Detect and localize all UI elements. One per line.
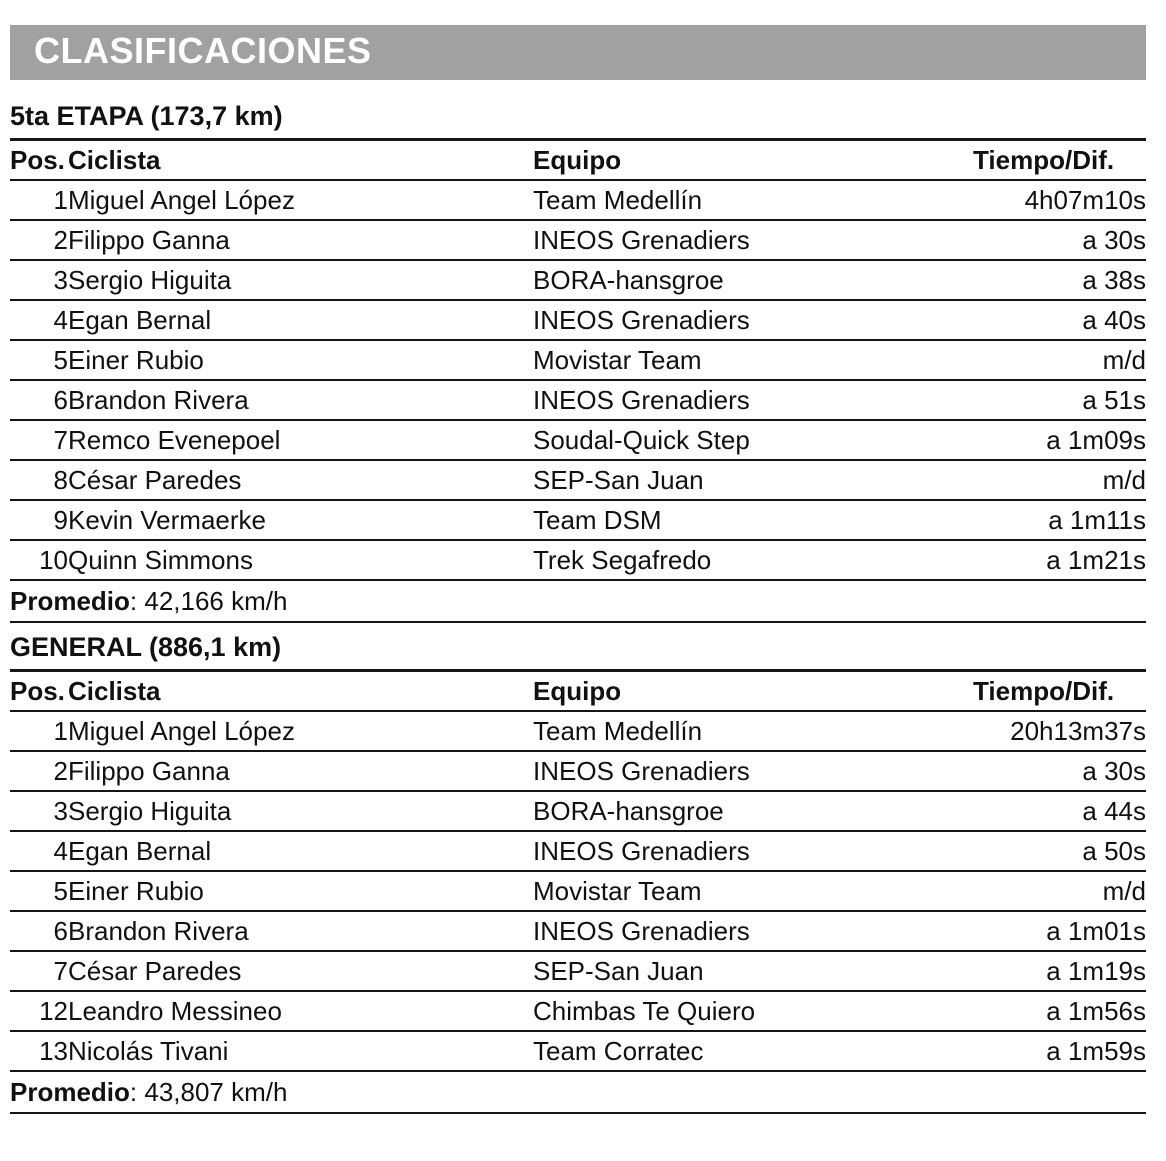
column-header-cyclist: Ciclista: [68, 672, 533, 711]
average-value: : 43,807 km/h: [129, 1077, 288, 1107]
cell-time: a 1m56s: [973, 991, 1146, 1031]
classifications-page: [0, 25, 1166, 1114]
cell-cyclist: Sergio Higuita: [68, 260, 533, 300]
cell-team: INEOS Grenadiers: [533, 220, 973, 260]
cell-time: a 1m21s: [973, 540, 1146, 580]
page-title: CLASIFICACIONES: [34, 30, 372, 71]
cell-pos: 12: [10, 991, 68, 1031]
cell-cyclist: Sergio Higuita: [68, 791, 533, 831]
cell-team: Team Corratec: [533, 1031, 973, 1071]
table-row: [10, 791, 1146, 831]
cell-team: Trek Segafredo: [533, 540, 973, 580]
cell-cyclist: Leandro Messineo: [68, 991, 533, 1031]
cell-cyclist: Nicolás Tivani: [68, 1031, 533, 1071]
cell-pos: 7: [10, 951, 68, 991]
column-header-time: Tiempo/Dif.: [973, 672, 1146, 711]
cell-team: SEP-San Juan: [533, 460, 973, 500]
section-heading-general: GENERAL (886,1 km): [10, 632, 1146, 672]
cell-team: Chimbas Te Quiero: [533, 991, 973, 1031]
column-header-time: Tiempo/Dif.: [973, 141, 1146, 180]
cell-pos: 5: [10, 871, 68, 911]
table-row: [10, 871, 1146, 911]
cell-time: a 30s: [973, 220, 1146, 260]
general-average: [10, 1072, 1146, 1114]
cell-pos: 4: [10, 831, 68, 871]
cell-team: INEOS Grenadiers: [533, 831, 973, 871]
cell-team: Movistar Team: [533, 871, 973, 911]
cell-cyclist: Miguel Angel López: [68, 180, 533, 220]
average-value: : 42,166 km/h: [129, 586, 288, 616]
column-header-team: Equipo: [533, 672, 973, 711]
cell-time: a 50s: [973, 831, 1146, 871]
cell-cyclist: Miguel Angel López: [68, 711, 533, 751]
cell-time: a 1m01s: [973, 911, 1146, 951]
cell-pos: 4: [10, 300, 68, 340]
cell-pos: 1: [10, 180, 68, 220]
cell-pos: 10: [10, 540, 68, 580]
cell-pos: 6: [10, 911, 68, 951]
cell-pos: 9: [10, 500, 68, 540]
cell-cyclist: Egan Bernal: [68, 831, 533, 871]
cell-pos: 3: [10, 260, 68, 300]
cell-team: INEOS Grenadiers: [533, 911, 973, 951]
table-row: [10, 911, 1146, 951]
average-label: Promedio: [10, 586, 130, 616]
cell-pos: 5: [10, 340, 68, 380]
column-header-pos: Pos.: [10, 672, 68, 711]
cell-cyclist: Brandon Rivera: [68, 911, 533, 951]
table-row: [10, 420, 1146, 460]
cell-time: a 30s: [973, 751, 1146, 791]
cell-cyclist: Filippo Ganna: [68, 751, 533, 791]
table-row: [10, 380, 1146, 420]
table-row: [10, 991, 1146, 1031]
stage-results-table: [10, 141, 1146, 581]
table-header-row: [10, 672, 1146, 711]
cell-time: a 1m59s: [973, 1031, 1146, 1071]
cell-cyclist: César Paredes: [68, 951, 533, 991]
table-row: [10, 500, 1146, 540]
cell-team: BORA-hansgroe: [533, 260, 973, 300]
table-row: [10, 180, 1146, 220]
stage-average: [10, 581, 1146, 623]
table-row: [10, 711, 1146, 751]
cell-team: Team Medellín: [533, 180, 973, 220]
cell-time: m/d: [973, 871, 1146, 911]
cell-team: INEOS Grenadiers: [533, 751, 973, 791]
cell-time: a 1m11s: [973, 500, 1146, 540]
cell-time: 4h07m10s: [973, 180, 1146, 220]
cell-time: a 1m09s: [973, 420, 1146, 460]
cell-cyclist: Kevin Vermaerke: [68, 500, 533, 540]
table-row: [10, 460, 1146, 500]
cell-cyclist: Einer Rubio: [68, 340, 533, 380]
cell-team: Team Medellín: [533, 711, 973, 751]
table-row: [10, 300, 1146, 340]
table-row: [10, 260, 1146, 300]
cell-time: a 38s: [973, 260, 1146, 300]
table-row: [10, 220, 1146, 260]
cell-time: 20h13m37s: [973, 711, 1146, 751]
section-heading-stage: 5ta ETAPA (173,7 km): [10, 101, 1146, 141]
cell-team: BORA-hansgroe: [533, 791, 973, 831]
column-header-pos: Pos.: [10, 141, 68, 180]
cell-pos: 1: [10, 711, 68, 751]
cell-time: a 44s: [973, 791, 1146, 831]
cell-pos: 6: [10, 380, 68, 420]
table-row: [10, 340, 1146, 380]
column-header-team: Equipo: [533, 141, 973, 180]
cell-cyclist: Filippo Ganna: [68, 220, 533, 260]
cell-team: INEOS Grenadiers: [533, 380, 973, 420]
average-label: Promedio: [10, 1077, 130, 1107]
cell-pos: 2: [10, 220, 68, 260]
cell-pos: 2: [10, 751, 68, 791]
cell-team: INEOS Grenadiers: [533, 300, 973, 340]
cell-team: SEP-San Juan: [533, 951, 973, 991]
cell-pos: 3: [10, 791, 68, 831]
title-bar: [10, 25, 1146, 80]
table-header-row: [10, 141, 1146, 180]
cell-cyclist: Remco Evenepoel: [68, 420, 533, 460]
cell-time: a 1m19s: [973, 951, 1146, 991]
column-header-cyclist: Ciclista: [68, 141, 533, 180]
cell-cyclist: Einer Rubio: [68, 871, 533, 911]
table-row: [10, 1031, 1146, 1071]
cell-cyclist: Quinn Simmons: [68, 540, 533, 580]
table-row: [10, 751, 1146, 791]
cell-time: m/d: [973, 340, 1146, 380]
cell-pos: 13: [10, 1031, 68, 1071]
table-row: [10, 831, 1146, 871]
cell-team: Soudal-Quick Step: [533, 420, 973, 460]
cell-team: Movistar Team: [533, 340, 973, 380]
cell-pos: 8: [10, 460, 68, 500]
cell-team: Team DSM: [533, 500, 973, 540]
cell-cyclist: Brandon Rivera: [68, 380, 533, 420]
cell-time: m/d: [973, 460, 1146, 500]
cell-cyclist: César Paredes: [68, 460, 533, 500]
cell-pos: 7: [10, 420, 68, 460]
table-row: [10, 540, 1146, 580]
cell-cyclist: Egan Bernal: [68, 300, 533, 340]
cell-time: a 51s: [973, 380, 1146, 420]
table-row: [10, 951, 1146, 991]
general-results-table: [10, 672, 1146, 1072]
cell-time: a 40s: [973, 300, 1146, 340]
